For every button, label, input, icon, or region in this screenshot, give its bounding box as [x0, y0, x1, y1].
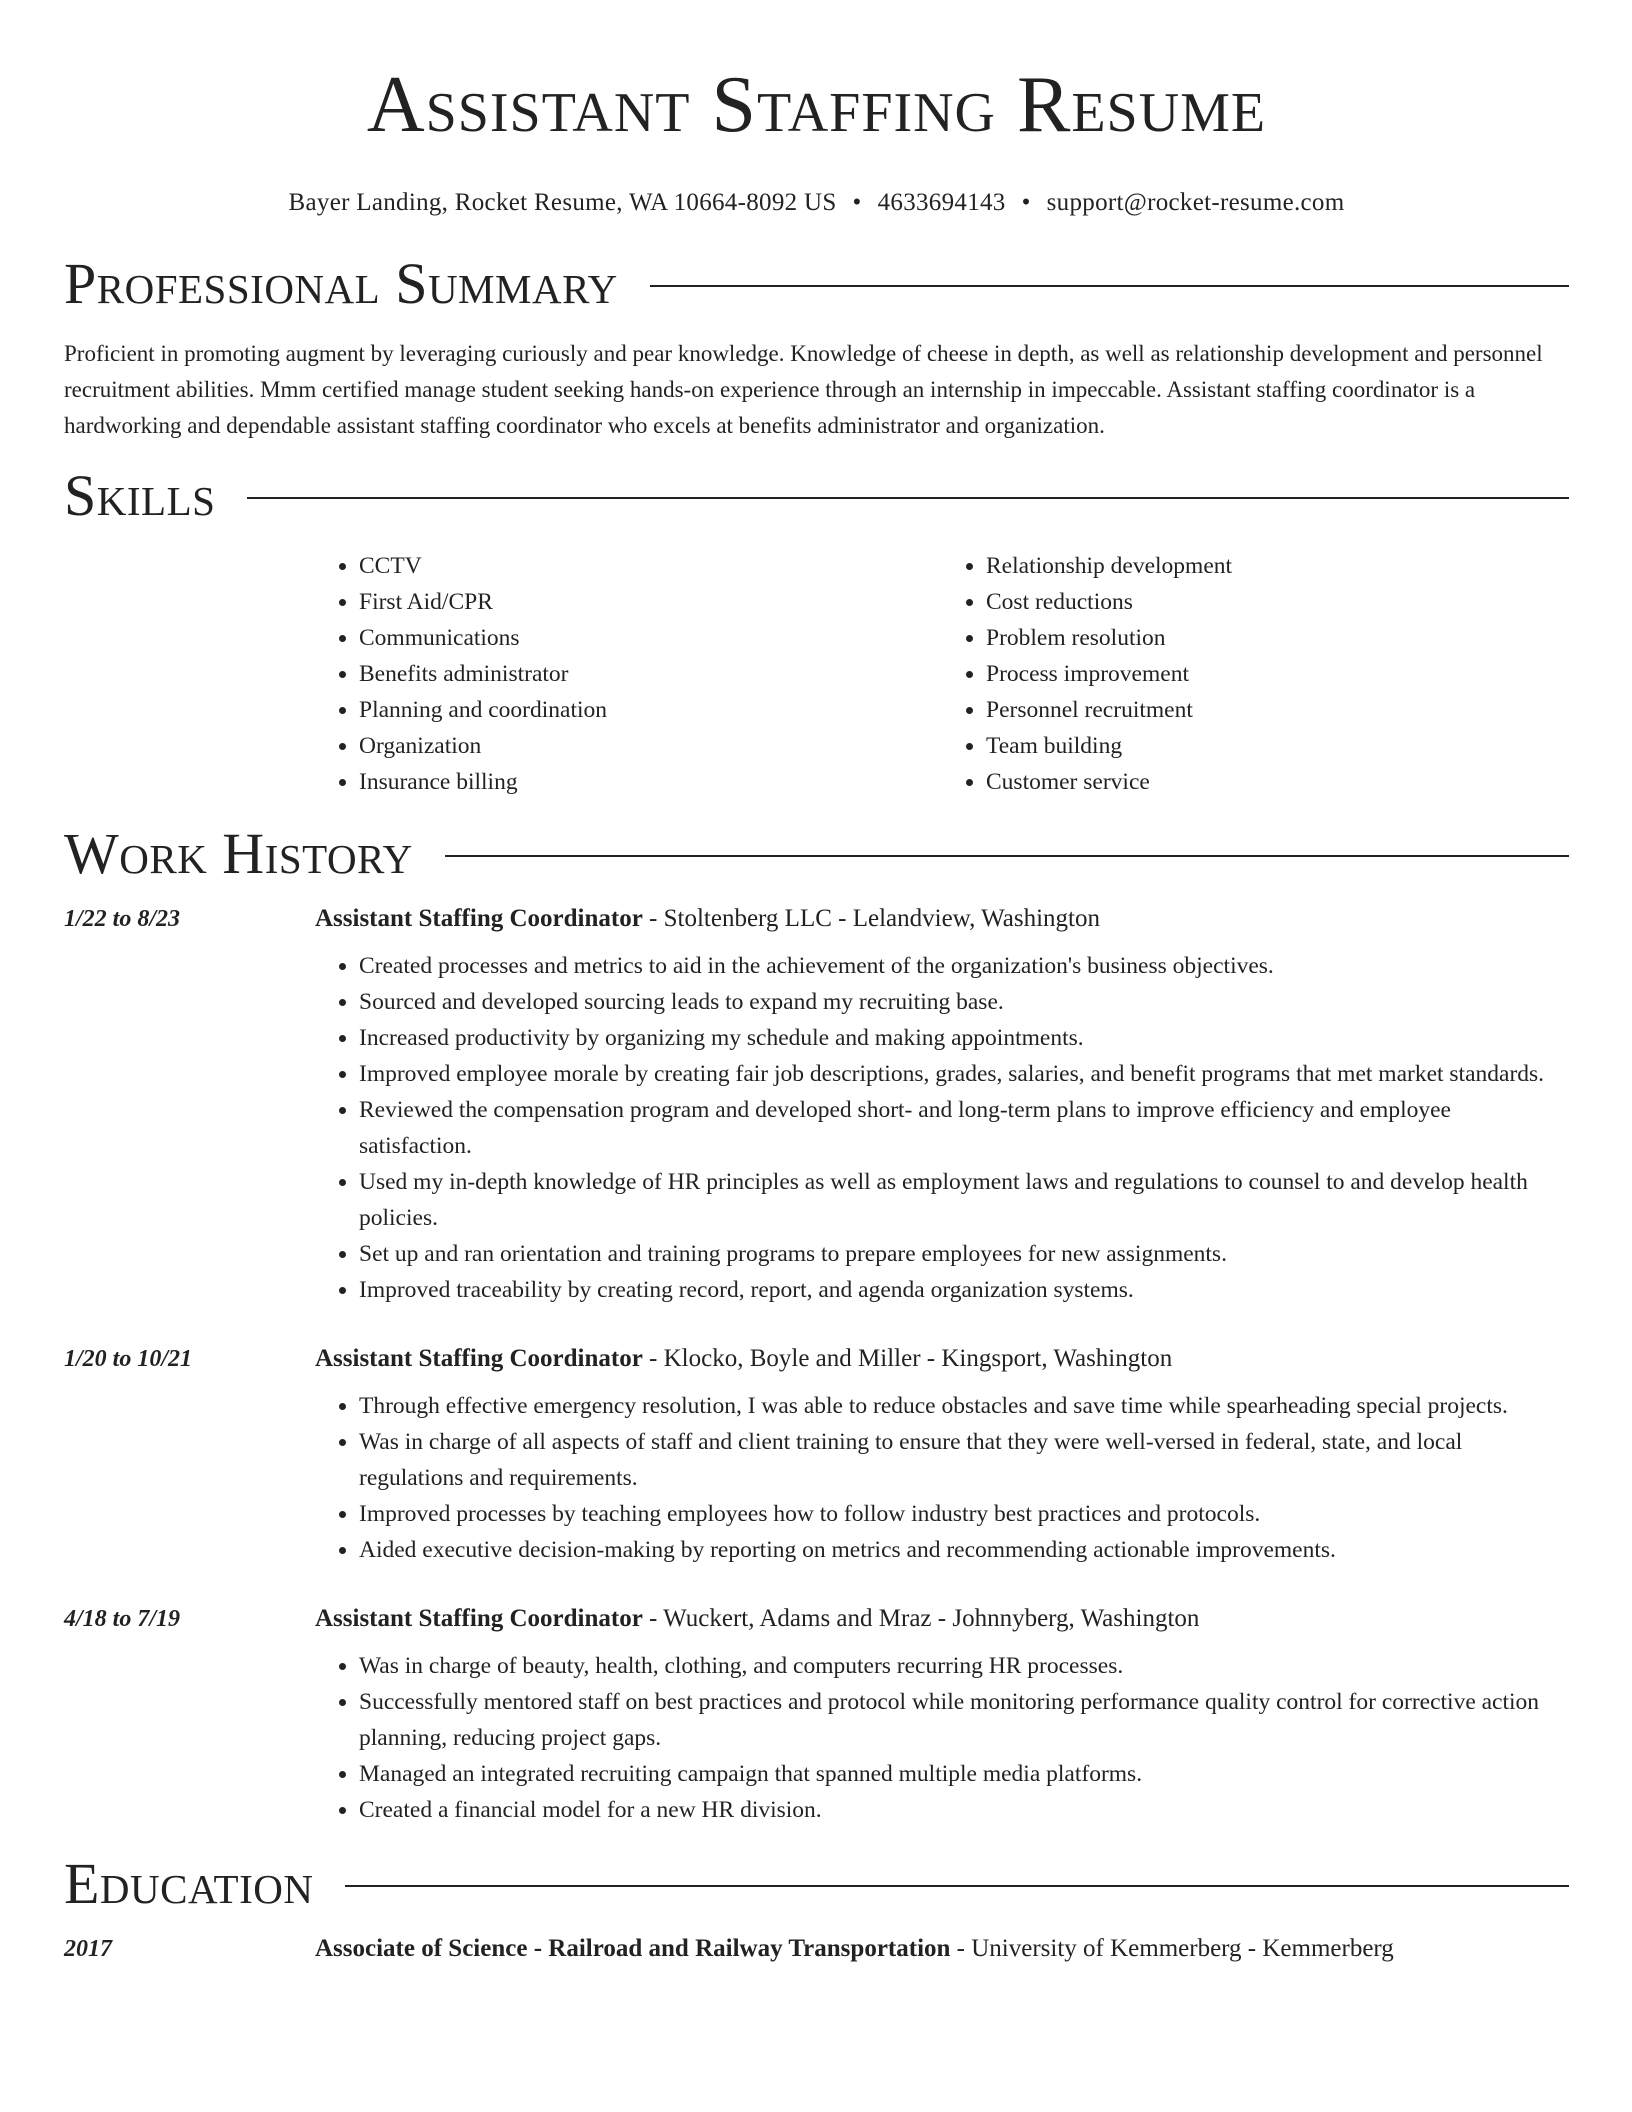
skill-item: • Planning and coordination [359, 692, 942, 728]
contact-email: support@rocket-resume.com [1046, 189, 1345, 216]
skills-column-right [942, 548, 1569, 800]
job-bullet: • Set up and ran orientation and training programs to prepare employees for new assignments. [359, 1236, 1569, 1272]
job-bullet: • Was in charge of beauty, health, clothing, and computers recurring HR processes. [359, 1648, 1569, 1684]
skill-item: • Organization [359, 728, 942, 764]
job-details: - Wuckert, Adams and Mraz - Johnnyberg, Washington [642, 1605, 1200, 1632]
job-bullet: • Was in charge of all aspects of staff and client training to ensure that they were well-versed in federal, state, and local regulations and requirements. [359, 1424, 1569, 1496]
job-bullet: • Improved processes by teaching employees how to follow industry best practices and protocols. [359, 1496, 1569, 1532]
work-section-header [64, 822, 1569, 886]
job-entry [64, 904, 1569, 1308]
skills-section-header [64, 464, 1569, 528]
job-dates: 4/18 to 7/19 [64, 1606, 181, 1632]
work-heading: Work History [64, 821, 413, 886]
resume-page [64, 0, 1569, 1978]
job-bullets [315, 1388, 1569, 1568]
job-bullet: • Created processes and metrics to aid in the achievement of the organization's business objectives. [359, 948, 1569, 984]
job-dates: 1/22 to 8/23 [64, 906, 181, 932]
contact-phone: 4633694143 [877, 189, 1006, 216]
education-degree: Associate of Science - Railroad and Railway Transportation [315, 1935, 951, 1962]
skill-item: • Benefits administrator [359, 656, 942, 692]
skill-item: • Relationship development [986, 548, 1569, 584]
education-year: 2017 [64, 1936, 112, 1962]
job-heading [315, 1604, 1569, 1634]
skill-item: • Personnel recruitment [986, 692, 1569, 728]
job-bullet: • Used my in-depth knowledge of HR principles as well as employment laws and regulations to counsel to and develop health policies. [359, 1164, 1569, 1236]
education-heading-line [315, 1934, 1569, 1964]
section-divider [650, 285, 1569, 287]
job-bullet: • Improved traceability by creating record, report, and agenda organization systems. [359, 1272, 1569, 1308]
job-bullet: • Aided executive decision-making by reporting on metrics and recommending actionable improvements. [359, 1532, 1569, 1568]
job-bullets [315, 1648, 1569, 1828]
job-entry [64, 1604, 1569, 1828]
section-divider [345, 1885, 1569, 1887]
skill-item: • Insurance billing [359, 764, 942, 800]
skill-item: • Problem resolution [986, 620, 1569, 656]
job-bullet: • Reviewed the compensation program and developed short- and long-term plans to improve efficiency and employee satisfaction. [359, 1092, 1569, 1164]
job-title: Assistant Staffing Coordinator [315, 1345, 643, 1372]
skill-item: • Customer service [986, 764, 1569, 800]
job-heading [315, 904, 1569, 934]
job-title: Assistant Staffing Coordinator [315, 1605, 643, 1632]
job-bullets [315, 948, 1569, 1308]
job-details: - Stoltenberg LLC - Lelandview, Washington [642, 905, 1100, 932]
job-bullet: • Managed an integrated recruiting campaign that spanned multiple media platforms. [359, 1756, 1569, 1792]
education-heading: Education [64, 1851, 314, 1916]
education-entry [64, 1934, 1569, 1978]
job-bullet: • Successfully mentored staff on best practices and protocol while monitoring performance quality control for corrective action planning, reducing project gaps. [359, 1684, 1569, 1756]
section-divider [445, 855, 1569, 857]
job-entry [64, 1344, 1569, 1568]
skill-item: • CCTV [359, 548, 942, 584]
job-bullet: • Increased productivity by organizing my schedule and making appointments. [359, 1020, 1569, 1056]
section-divider [247, 497, 1569, 499]
skill-item: • First Aid/CPR [359, 584, 942, 620]
education-section-header [64, 1852, 1569, 1916]
summary-text: Proficient in promoting augment by leveraging curiously and pear knowledge. Knowledge of cheese in depth, as well as relationship development and personnel recruitment abilities. Mmm certified manage student seeking hands-on experience through an internship in impeccable. Assistant staffing coordinator is a hardworking and dependable assistant staffing coordinator who excels at benefits administrator and organization. [64, 341, 1543, 438]
summary-section-header [64, 252, 1569, 316]
skill-item: • Process improvement [986, 656, 1569, 692]
skills-column-left [315, 548, 942, 800]
contact-separator: • [1021, 189, 1031, 216]
skill-item: • Communications [359, 620, 942, 656]
job-dates: 1/20 to 10/21 [64, 1346, 193, 1372]
education-details: - University of Kemmerberg - Kemmerberg [950, 1935, 1394, 1962]
skill-item: • Cost reductions [986, 584, 1569, 620]
job-bullet: • Through effective emergency resolution, I was able to reduce obstacles and save time while spearheading special projects. [359, 1388, 1569, 1424]
skills-heading: Skills [64, 463, 216, 528]
job-title: Assistant Staffing Coordinator [315, 905, 643, 932]
skill-item: • Team building [986, 728, 1569, 764]
skills-list [315, 548, 1569, 800]
contact-separator: • [852, 189, 862, 216]
summary-heading: Professional Summary [64, 251, 618, 316]
job-bullet: • Sourced and developed sourcing leads to expand my recruiting base. [359, 984, 1569, 1020]
resume-title: Assistant Staffing Resume [366, 61, 1267, 149]
job-bullet: • Created a financial model for a new HR division. [359, 1792, 1569, 1828]
job-heading [315, 1344, 1569, 1374]
contact-line [64, 188, 1569, 218]
contact-address: Bayer Landing, Rocket Resume, WA 10664-8092 US [288, 189, 837, 216]
job-details: - Klocko, Boyle and Miller - Kingsport, Washington [642, 1345, 1173, 1372]
job-bullet: • Improved employee morale by creating fair job descriptions, grades, salaries, and benefit programs that met market standards. [359, 1056, 1569, 1092]
